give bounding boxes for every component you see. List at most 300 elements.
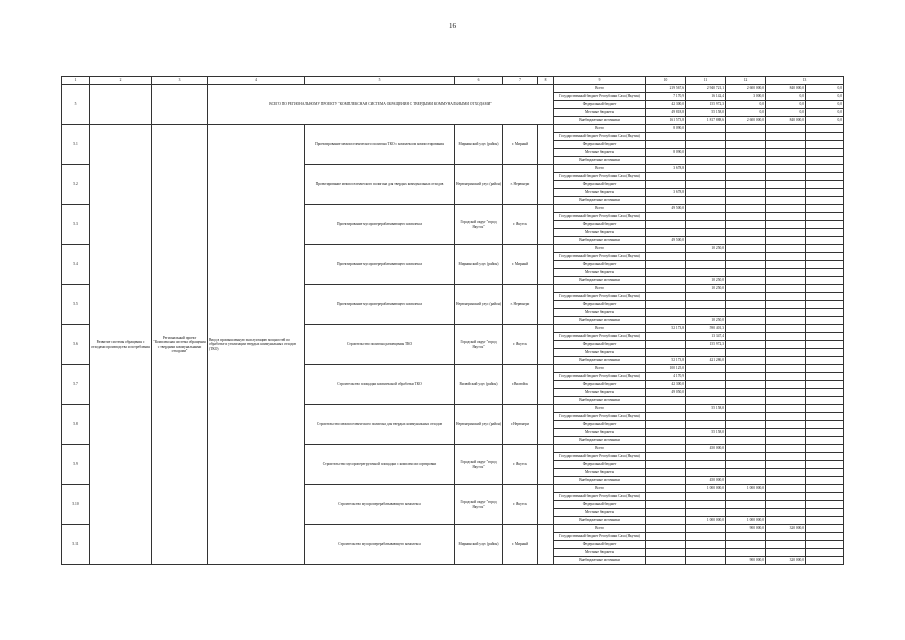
funding-source: Местные бюджеты [554,509,646,517]
funding-source: Всего [554,325,646,333]
amount-cell [806,405,844,413]
funding-source: Всего [554,365,646,373]
amount-cell: 840 000,0 [766,85,806,93]
amount-cell [726,229,766,237]
amount-cell: 0,0 [766,101,806,109]
budget-table [61,76,844,565]
funding-source: Местные бюджеты [554,189,646,197]
amount-cell [806,381,844,389]
amount-cell [686,501,726,509]
amount-cell [806,541,844,549]
funding-source: Государственный бюджет Республики Саха (Якутия) [554,453,646,461]
header-row [62,77,844,85]
funding-source: Внебюджетные источники [554,437,646,445]
event-name: Строительство мусороперерабатывающего комплекса [305,525,455,565]
amount-cell [806,485,844,493]
funding-source: Федеральный бюджет [554,101,646,109]
funding-source: Внебюджетные источники [554,557,646,565]
amount-cell: 450 000,0 [686,445,726,453]
amount-cell [726,349,766,357]
amount-cell [726,237,766,245]
funding-source: Местные бюджеты [554,389,646,397]
funding-source: Местные бюджеты [554,149,646,157]
amount-cell: 55 158,0 [686,405,726,413]
amount-cell: 0,0 [806,117,844,125]
amount-cell: 55 158,0 [686,109,726,117]
funding-source: Всего [554,85,646,93]
amount-cell [766,189,806,197]
amount-cell [686,141,726,149]
amount-cell [806,277,844,285]
amount-cell [726,413,766,421]
amount-cell [726,173,766,181]
amount-cell [806,493,844,501]
subprogram-name: Развитие системы обращения с отходами производства и потребления [90,125,152,565]
locality: г. Мирный [503,125,538,165]
funding-source: Государственный бюджет Республики Саха (Якутия) [554,173,646,181]
amount-cell [806,293,844,301]
amount-cell [766,165,806,173]
amount-cell [766,341,806,349]
funding-source: Внебюджетные источники [554,357,646,365]
event-name: Проектирование межпоселенческого полигона для твердых коммунальных отходов [305,165,455,205]
amount-cell [726,277,766,285]
event-name: Строительство полигона размещения ТКО [305,325,455,365]
funding-source: Внебюджетные источники [554,477,646,485]
amount-cell [806,453,844,461]
item-row [62,125,844,133]
amount-cell: 49 500,0 [646,237,686,245]
amount-cell: 840 000,0 [766,117,806,125]
amount-cell [726,245,766,253]
amount-cell [766,469,806,477]
amount-cell [726,301,766,309]
amount-cell [806,501,844,509]
column-number: 13 [766,77,844,85]
amount-cell [806,373,844,381]
amount-cell [686,269,726,277]
amount-cell [766,269,806,277]
amount-cell [646,277,686,285]
amount-cell [806,349,844,357]
funding-source: Всего [554,445,646,453]
amount-cell [686,389,726,397]
funding-source: Местные бюджеты [554,429,646,437]
municipality: Городской округ "город Якутск" [455,205,503,245]
amount-cell [686,165,726,173]
amount-cell [646,213,686,221]
amount-cell: 450 000,0 [686,477,726,485]
amount-cell [646,333,686,341]
amount-cell [766,229,806,237]
amount-cell [726,125,766,133]
amount-cell [726,445,766,453]
municipality: Нерюнгринский улус (район) [455,405,503,445]
amount-cell [646,557,686,565]
amount-cell [686,549,726,557]
amount-cell: 0,0 [806,85,844,93]
amount-cell: 52 173,8 [646,357,686,365]
amount-cell [806,237,844,245]
amount-cell [646,197,686,205]
amount-cell [766,373,806,381]
amount-cell: 161 573,8 [646,117,686,125]
amount-cell [766,133,806,141]
amount-cell [726,533,766,541]
amount-cell [766,485,806,493]
page-number: 16 [449,22,456,30]
amount-cell [646,525,686,533]
amount-cell [806,357,844,365]
amount-cell [766,365,806,373]
amount-cell [726,157,766,165]
amount-cell [766,325,806,333]
amount-cell [646,261,686,269]
locality: г. Якутск [503,325,538,365]
amount-cell [806,181,844,189]
amount-cell [686,437,726,445]
amount-cell [686,157,726,165]
amount-cell [686,173,726,181]
locality: г. Нерюнгри [503,285,538,325]
amount-cell [766,509,806,517]
amount-cell [686,221,726,229]
amount-cell [646,429,686,437]
amount-cell [766,429,806,437]
amount-cell [686,197,726,205]
amount-cell: 49 050,0 [646,389,686,397]
amount-cell [646,229,686,237]
amount-cell [806,221,844,229]
amount-cell [646,413,686,421]
amount-cell [646,485,686,493]
funding-source: Всего [554,405,646,413]
funding-source: Внебюджетные источники [554,517,646,525]
total-row [62,85,844,93]
blank-cell [152,85,208,125]
funding-source: Федеральный бюджет [554,341,646,349]
amount-cell [806,125,844,133]
amount-cell [726,365,766,373]
amount-cell: 219 567,6 [646,85,686,93]
event-name: Проектирование мусороперерабатывающего комплекса [305,205,455,245]
amount-cell [766,125,806,133]
funding-source: Местные бюджеты [554,349,646,357]
amount-cell [806,309,844,317]
amount-cell [806,421,844,429]
amount-cell [646,253,686,261]
amount-cell [726,333,766,341]
amount-cell [806,477,844,485]
locality: г. Якутск [503,205,538,245]
amount-cell [806,429,844,437]
item-number: 5.6 [62,325,90,365]
amount-cell [766,309,806,317]
amount-cell [686,229,726,237]
amount-cell [646,453,686,461]
funding-source: Государственный бюджет Республики Саха (Якутия) [554,533,646,541]
amount-cell [686,533,726,541]
amount-cell: 0,0 [766,109,806,117]
amount-cell [726,509,766,517]
amount-cell [686,125,726,133]
column-number: 5 [305,77,455,85]
amount-cell: 0,0 [806,109,844,117]
amount-cell [726,181,766,189]
amount-cell [646,157,686,165]
amount-cell [766,173,806,181]
amount-cell [806,525,844,533]
item-number: 5.2 [62,165,90,205]
locality: г. Мирный [503,525,538,565]
amount-cell [806,301,844,309]
amount-cell [726,141,766,149]
amount-cell [766,197,806,205]
funding-source: Всего [554,485,646,493]
blank-cell [538,245,554,285]
amount-cell: 10 250,0 [686,285,726,293]
amount-cell [766,253,806,261]
amount-cell [806,213,844,221]
funding-source: Федеральный бюджет [554,501,646,509]
regional-project-name: Региональный проект "Комплексная система обращения с твердыми коммунальными отходами" [152,125,208,565]
amount-cell [766,477,806,485]
amount-cell [726,197,766,205]
funding-source: Федеральный бюджет [554,461,646,469]
amount-cell [806,141,844,149]
amount-cell [686,205,726,213]
funding-source: Всего [554,525,646,533]
amount-cell [686,453,726,461]
amount-cell [646,445,686,453]
locality: г.Нерюнгри [503,405,538,445]
amount-cell [726,133,766,141]
column-number: 7 [503,77,538,85]
funding-source: Местные бюджеты [554,109,646,117]
amount-cell [806,261,844,269]
amount-cell [766,541,806,549]
project-result: Ввод в промышленную эксплуатацию мощностей по обработке и утилизации твердых коммунальных отходов (ТКО) [208,125,305,565]
item-number: 5.3 [62,205,90,245]
blank-cell [538,285,554,325]
amount-cell [686,309,726,317]
amount-cell: 3 000,0 [726,93,766,101]
amount-cell [726,149,766,157]
amount-cell [686,421,726,429]
funding-source: Федеральный бюджет [554,221,646,229]
amount-cell [726,501,766,509]
amount-cell [726,221,766,229]
locality: г. Якутск [503,445,538,485]
funding-source: Государственный бюджет Республики Саха (Якутия) [554,213,646,221]
item-number: 5.1 [62,125,90,165]
column-number: 8 [538,77,554,85]
amount-cell [806,437,844,445]
amount-cell: 42 300,0 [646,381,686,389]
amount-cell [806,469,844,477]
amount-cell [646,301,686,309]
amount-cell [686,525,726,533]
amount-cell [806,253,844,261]
amount-cell [766,501,806,509]
amount-cell [646,509,686,517]
amount-cell [646,469,686,477]
amount-cell [806,517,844,525]
amount-cell [726,285,766,293]
amount-cell: 2 600 000,0 [726,85,766,93]
amount-cell: 0,0 [766,93,806,101]
amount-cell [766,461,806,469]
amount-cell: 100 125,0 [646,365,686,373]
amount-cell [646,477,686,485]
amount-cell [766,381,806,389]
amount-cell [686,213,726,221]
amount-cell [726,493,766,501]
amount-cell [726,405,766,413]
amount-cell [726,373,766,381]
amount-cell [766,213,806,221]
total-row-number: 5 [62,85,90,125]
amount-cell [766,389,806,397]
amount-cell [646,517,686,525]
amount-cell [646,141,686,149]
blank-cell [538,525,554,565]
funding-source: Государственный бюджет Республики Саха (Якутия) [554,253,646,261]
funding-source: Местные бюджеты [554,469,646,477]
municipality: Городской округ "город Якутск" [455,325,503,365]
amount-cell [766,357,806,365]
amount-cell: 155 972,3 [686,341,726,349]
item-number: 5.9 [62,445,90,485]
amount-cell [686,461,726,469]
municipality: Вилюйский улус (район) [455,365,503,405]
amount-cell [766,157,806,165]
funding-source: Федеральный бюджет [554,181,646,189]
amount-cell [766,421,806,429]
amount-cell [686,253,726,261]
amount-cell [806,557,844,565]
amount-cell [686,149,726,157]
amount-cell [646,397,686,405]
amount-cell: 2 940 721,1 [686,85,726,93]
amount-cell [646,309,686,317]
amount-cell [646,541,686,549]
amount-cell: 49 818,8 [646,109,686,117]
amount-cell [726,549,766,557]
item-number: 5.7 [62,365,90,405]
amount-cell [646,285,686,293]
amount-cell [686,365,726,373]
amount-cell [686,557,726,565]
amount-cell [766,261,806,269]
amount-cell [686,237,726,245]
funding-source: Местные бюджеты [554,309,646,317]
amount-cell [646,293,686,301]
amount-cell [806,205,844,213]
amount-cell [726,541,766,549]
blank-cell [538,485,554,525]
amount-cell: 1 000 000,0 [726,485,766,493]
amount-cell: 42 300,0 [646,101,686,109]
item-number: 5.5 [62,285,90,325]
amount-cell [726,253,766,261]
amount-cell [646,549,686,557]
amount-cell [806,413,844,421]
amount-cell [766,245,806,253]
amount-cell: 7 170,9 [646,93,686,101]
amount-cell: 900 000,0 [726,525,766,533]
amount-cell [806,157,844,165]
amount-cell: 1 000 000,0 [726,517,766,525]
event-name: Строительство площадки комплексной обработки ТКО [305,365,455,405]
funding-source: Местные бюджеты [554,269,646,277]
amount-cell [766,317,806,325]
amount-cell [766,181,806,189]
amount-cell [766,405,806,413]
funding-source: Федеральный бюджет [554,541,646,549]
funding-source: Государственный бюджет Республики Саха (Якутия) [554,373,646,381]
amount-cell [766,301,806,309]
amount-cell [766,445,806,453]
funding-source: Внебюджетные источники [554,397,646,405]
funding-source: Внебюджетные источники [554,197,646,205]
amount-cell [806,341,844,349]
amount-cell [726,341,766,349]
amount-cell [686,493,726,501]
amount-cell [646,221,686,229]
amount-cell [686,397,726,405]
amount-cell [646,421,686,429]
amount-cell [686,349,726,357]
amount-cell: 3 678,8 [646,189,686,197]
event-name: Строительство межпоселенческого полигона для твердых коммунальных отходов [305,405,455,445]
blank-cell [538,445,554,485]
amount-cell [686,381,726,389]
amount-cell [726,189,766,197]
amount-cell: 16 142,4 [686,93,726,101]
amount-cell: 13 347,4 [686,333,726,341]
amount-cell [766,141,806,149]
amount-cell [806,173,844,181]
funding-source: Государственный бюджет Республики Саха (Якутия) [554,333,646,341]
municipality: Мирнинский улус (район) [455,125,503,165]
funding-source: Всего [554,125,646,133]
amount-cell [686,509,726,517]
amount-cell [726,421,766,429]
item-number: 5.10 [62,485,90,525]
column-number: 1 [62,77,90,85]
funding-source: Внебюджетные источники [554,277,646,285]
amount-cell [646,405,686,413]
amount-cell [726,381,766,389]
amount-cell: 590 401,3 [686,325,726,333]
amount-cell [726,437,766,445]
funding-source: Внебюджетные источники [554,237,646,245]
amount-cell: 10 250,0 [686,317,726,325]
municipality: Городской округ "город Якутск" [455,485,503,525]
amount-cell [806,189,844,197]
amount-cell [806,149,844,157]
amount-cell [686,261,726,269]
blank-cell [538,405,554,445]
column-number: 9 [554,77,646,85]
amount-cell [726,469,766,477]
amount-cell: 0,0 [726,109,766,117]
funding-source: Местные бюджеты [554,549,646,557]
amount-cell [726,461,766,469]
funding-source: Федеральный бюджет [554,261,646,269]
blank-cell [538,165,554,205]
